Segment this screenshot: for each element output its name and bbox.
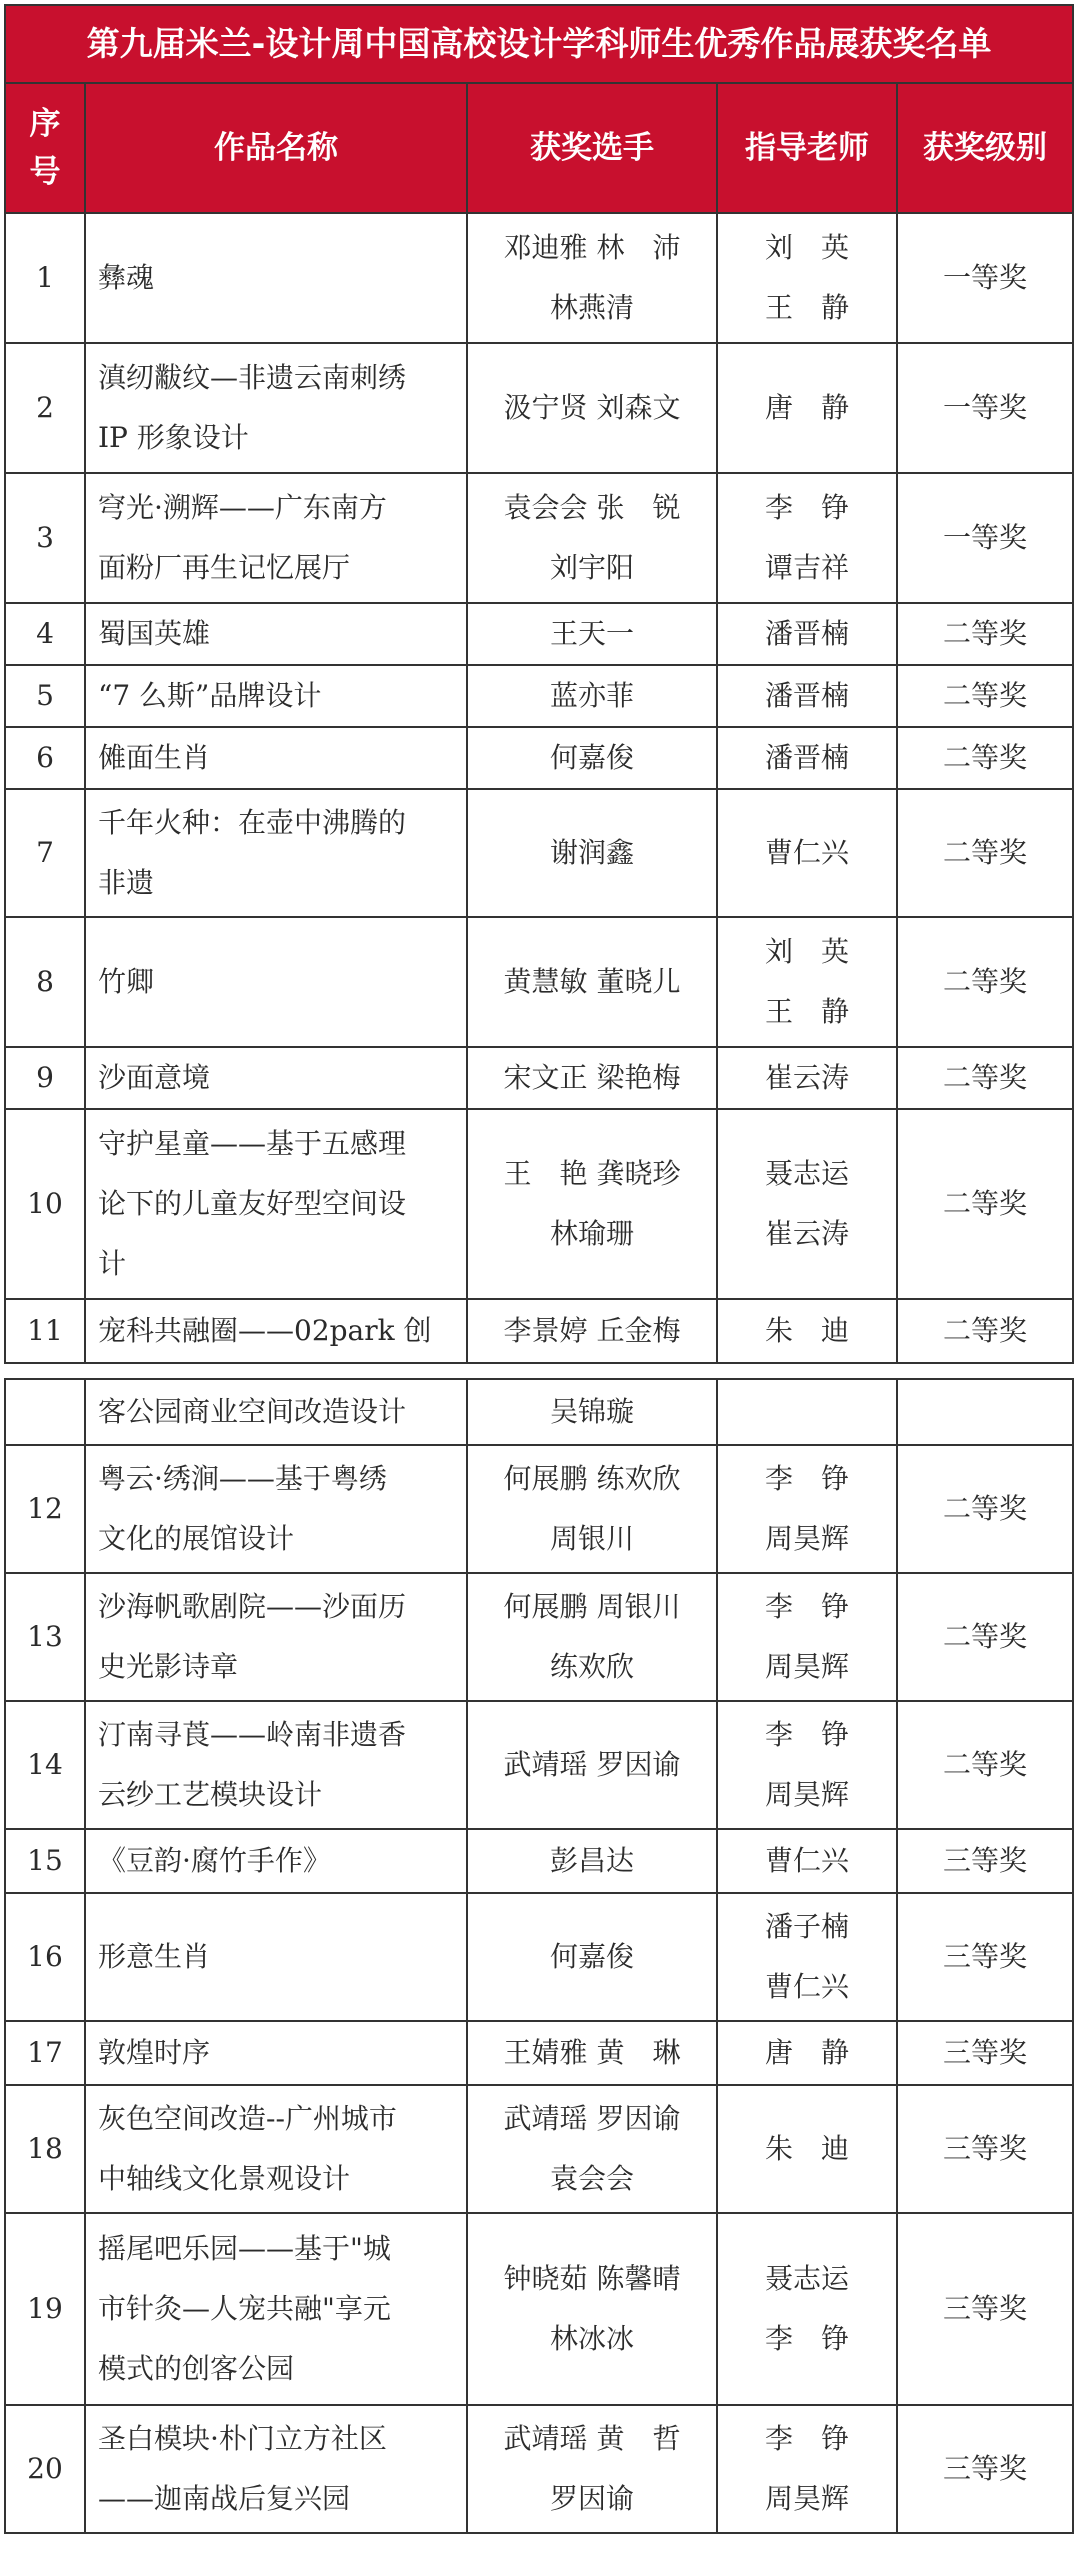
cell-work-line: IP 形象设计 [98, 421, 249, 454]
cell-winners-line: 何嘉俊 [549, 1940, 634, 1973]
cell-advisors-line: 潘晋楠 [764, 617, 849, 650]
cell-no: 18 [5, 2085, 85, 2213]
cell-winners-line: 罗因谕 [549, 2482, 634, 2515]
cell-winners-line: 邓迪雅 林 沛 [503, 231, 681, 264]
cell-winners [467, 665, 717, 727]
cell-winners-line: 蓝亦菲 [549, 679, 634, 712]
table-row [5, 2021, 1073, 2085]
cell-no: 10 [5, 1109, 85, 1299]
cell-work-line: 彝魂 [98, 261, 155, 294]
cell-no: 20 [5, 2405, 85, 2533]
cell-level: 三等奖 [897, 2085, 1073, 2213]
table-row [5, 2085, 1073, 2213]
cell-winners [467, 343, 717, 473]
cell-work [85, 789, 467, 917]
table-row [5, 603, 1073, 665]
cell-advisors-line: 崔云涛 [764, 1217, 849, 1250]
cell-work-line: 文化的展馆设计 [98, 1522, 295, 1555]
cell-winners [467, 1109, 717, 1299]
cell-work [85, 1299, 467, 1363]
cell-work-line: 摇尾吧乐园——基于"城 [98, 2232, 391, 2265]
cell-advisors-line: 周昊辉 [764, 1650, 849, 1683]
cell-advisors [717, 1701, 897, 1829]
cell-work-line: 沙面意境 [98, 1061, 211, 1094]
cell-advisors-line: 李 铮 [764, 1462, 849, 1495]
cell-winners-line: 何展鹏 练欢欣 [503, 1462, 681, 1495]
table-row [5, 789, 1073, 917]
cell-no: 8 [5, 917, 85, 1047]
cell-winners [467, 1701, 717, 1829]
cell-level: 二等奖 [897, 917, 1073, 1047]
cell-no: 5 [5, 665, 85, 727]
header-seq: 序 号 [5, 83, 85, 213]
cell-advisors [717, 473, 897, 603]
cell-work [85, 1701, 467, 1829]
cell-no: 2 [5, 343, 85, 473]
cell-advisors [717, 1299, 897, 1363]
cell-advisors [717, 789, 897, 917]
cell-work [85, 2405, 467, 2533]
header-advisors: 指导老师 [717, 83, 897, 213]
cell-winners [467, 789, 717, 917]
cell-no: 9 [5, 1047, 85, 1109]
cell-advisors [717, 1573, 897, 1701]
cell-level: 二等奖 [897, 1701, 1073, 1829]
cell-work-line: 粤云·绣涧——基于粤绣 [98, 1462, 387, 1495]
header-level: 获奖级别 [897, 83, 1073, 213]
cell-level: 二等奖 [897, 1109, 1073, 1299]
cell-work-line: 滇纫黻纹—非遗云南刺绣 [98, 361, 407, 394]
cell-winners-line: 武靖瑶 黄 哲 [503, 2422, 681, 2455]
cell-work [85, 727, 467, 789]
cell-advisors-line: 聂志运 [764, 1157, 849, 1190]
cell-advisors-line: 曹仁兴 [764, 1844, 849, 1877]
cell-winners [467, 2405, 717, 2533]
header-winners: 获奖选手 [467, 83, 717, 213]
cell-winners [467, 727, 717, 789]
cell-work-line: 敦煌时序 [98, 2036, 211, 2069]
cell-winners [467, 213, 717, 343]
cell-advisors-line: 刘 英 [764, 935, 849, 968]
cell-winners-line: 王婧雅 黄 琳 [503, 2036, 681, 2069]
cell-advisors-line: 朱 迪 [764, 1314, 849, 1347]
cell-winners [467, 1299, 717, 1363]
cell-advisors-line: 唐 静 [764, 391, 849, 424]
table-row [5, 213, 1073, 343]
cell-winners [467, 1379, 717, 1445]
cell-advisors-line: 朱 迪 [764, 2132, 849, 2165]
cell-work-line: “7 么斯”品牌设计 [98, 679, 322, 712]
cell-advisors [717, 2085, 897, 2213]
cell-work-line: 模式的创客公园 [98, 2352, 295, 2385]
cell-level: 三等奖 [897, 1893, 1073, 2021]
cell-work [85, 1445, 467, 1573]
table-row [5, 1829, 1073, 1893]
cell-work-line: 汀南寻莨——岭南非遗香 [98, 1718, 407, 1751]
cell-winners [467, 2021, 717, 2085]
cell-winners-line: 谢润鑫 [549, 836, 634, 869]
cell-advisors [717, 213, 897, 343]
table-row [5, 917, 1073, 1047]
cell-work-line: 《豆韵·腐竹手作》 [98, 1844, 331, 1877]
cell-advisors [717, 1109, 897, 1299]
cell-advisors-line: 李 铮 [764, 2422, 849, 2455]
cell-work-line: 守护星童——基于五感理 [98, 1127, 407, 1160]
cell-level: 一等奖 [897, 343, 1073, 473]
cell-work-line: 云纱工艺模块设计 [98, 1778, 323, 1811]
table-row [5, 473, 1073, 603]
table-row [5, 2213, 1073, 2405]
cell-winners-line: 黄慧敏 董晓儿 [503, 965, 681, 998]
cell-work-line: 论下的儿童友好型空间设 [98, 1187, 407, 1220]
cell-level: 二等奖 [897, 789, 1073, 917]
cell-winners-line: 何展鹏 周银川 [503, 1590, 681, 1623]
cell-work-line: 市针灸—人宠共融"享元 [98, 2292, 391, 2325]
cell-work [85, 1829, 467, 1893]
cell-work-line: 宠科共融圈——02park 创 [98, 1314, 432, 1347]
table-row [5, 1445, 1073, 1573]
cell-level: 二等奖 [897, 665, 1073, 727]
cell-winners-line: 林瑜珊 [549, 1217, 634, 1250]
cell-work-line: 圣白模块·朴门立方社区 [98, 2422, 387, 2455]
cell-winners-line: 汲宁贤 刘森文 [503, 391, 681, 424]
cell-level: 三等奖 [897, 2213, 1073, 2405]
cell-advisors-line: 周昊辉 [764, 1778, 849, 1811]
cell-level: 二等奖 [897, 603, 1073, 665]
table-row [5, 1299, 1073, 1363]
cell-winners [467, 1445, 717, 1573]
cell-level: 二等奖 [897, 1445, 1073, 1573]
cell-advisors-line: 潘子楠 [764, 1910, 849, 1943]
table-title: 第九届米兰-设计周中国高校设计学科师生优秀作品展获奖名单 [5, 5, 1073, 83]
cell-work [85, 1379, 467, 1445]
cell-advisors [717, 727, 897, 789]
cell-work-line: 计 [98, 1247, 127, 1280]
cell-advisors-line: 曹仁兴 [764, 1970, 849, 2003]
cell-work [85, 213, 467, 343]
cell-advisors [717, 1379, 897, 1445]
cell-advisors-line: 王 静 [764, 995, 849, 1028]
cell-advisors-line: 周昊辉 [764, 2482, 849, 2515]
cell-no: 6 [5, 727, 85, 789]
cell-advisors [717, 2021, 897, 2085]
cell-level: 三等奖 [897, 1829, 1073, 1893]
cell-work-line: 蜀国英雄 [98, 617, 211, 650]
cell-work [85, 1047, 467, 1109]
cell-winners-line: 周银川 [549, 1522, 634, 1555]
cell-winners-line: 李景婷 丘金梅 [503, 1314, 681, 1347]
cell-winners-line: 王 艳 龚晓珍 [503, 1157, 681, 1190]
cell-winners [467, 2213, 717, 2405]
cell-work-line: 千年火种：在壶中沸腾的 [98, 806, 407, 839]
cell-winners [467, 1573, 717, 1701]
header-work: 作品名称 [85, 83, 467, 213]
cell-winners-line: 刘宇阳 [549, 551, 634, 584]
cell-winners [467, 1829, 717, 1893]
cell-work-line: ——迦南战后复兴园 [98, 2482, 351, 2515]
cell-winners [467, 1047, 717, 1109]
cell-work [85, 1893, 467, 2021]
cell-winners-line: 袁会会 张 锐 [503, 491, 681, 524]
cell-winners-line: 王天一 [549, 617, 634, 650]
cell-no: 7 [5, 789, 85, 917]
cell-level: 一等奖 [897, 473, 1073, 603]
table-row [5, 1893, 1073, 2021]
cell-work [85, 2213, 467, 2405]
cell-no: 3 [5, 473, 85, 603]
cell-work [85, 603, 467, 665]
cell-advisors-line: 聂志运 [764, 2262, 849, 2295]
cell-work [85, 473, 467, 603]
cell-level: 二等奖 [897, 1047, 1073, 1109]
cell-winners-line: 袁会会 [549, 2162, 634, 2195]
cell-work-line: 傩面生肖 [98, 741, 211, 774]
cell-advisors [717, 665, 897, 727]
cell-no: 16 [5, 1893, 85, 2021]
table-row [5, 1573, 1073, 1701]
cell-advisors-line: 崔云涛 [764, 1061, 849, 1094]
cell-advisors-line: 李 铮 [764, 491, 849, 524]
cell-advisors [717, 1445, 897, 1573]
cell-no: 19 [5, 2213, 85, 2405]
cell-advisors-line: 李 铮 [764, 2322, 849, 2355]
table-row [5, 727, 1073, 789]
cell-work [85, 917, 467, 1047]
cell-advisors [717, 343, 897, 473]
cell-work [85, 665, 467, 727]
cell-work [85, 2085, 467, 2213]
cell-advisors [717, 1047, 897, 1109]
cell-work-line: 沙海帆歌剧院——沙面历 [98, 1590, 407, 1623]
cell-winners-line: 彭昌达 [549, 1844, 634, 1877]
table-row [5, 1047, 1073, 1109]
cell-advisors-line: 李 铮 [764, 1718, 849, 1751]
cell-work-line: 中轴线文化景观设计 [98, 2162, 351, 2195]
cell-work [85, 1109, 467, 1299]
cell-advisors [717, 603, 897, 665]
table-row [5, 1379, 1073, 1445]
cell-no: 1 [5, 213, 85, 343]
cell-winners-line: 练欢欣 [549, 1650, 634, 1683]
cell-advisors-line: 唐 静 [764, 2036, 849, 2069]
cell-advisors [717, 2213, 897, 2405]
cell-advisors [717, 917, 897, 1047]
cell-work-line: 面粉厂再生记忆展厅 [98, 551, 351, 584]
cell-advisors-line: 李 铮 [764, 1590, 849, 1623]
cell-no: 14 [5, 1701, 85, 1829]
cell-work [85, 343, 467, 473]
table-row [5, 1109, 1073, 1299]
cell-winners-line: 宋文正 梁艳梅 [503, 1061, 681, 1094]
cell-work-line: 竹卿 [98, 965, 155, 998]
cell-advisors [717, 2405, 897, 2533]
cell-no: 4 [5, 603, 85, 665]
cell-no: 11 [5, 1299, 85, 1363]
cell-advisors-line: 周昊辉 [764, 1522, 849, 1555]
cell-winners-line: 武靖瑶 罗因谕 [503, 2102, 681, 2135]
cell-winners-line: 钟晓茹 陈馨晴 [503, 2262, 681, 2295]
table-row [5, 2405, 1073, 2533]
awards-table-part1 [4, 4, 1074, 1364]
cell-winners [467, 917, 717, 1047]
cell-work-line: 灰色空间改造--广州城市 [98, 2102, 397, 2135]
cell-advisors-line: 潘晋楠 [764, 679, 849, 712]
cell-advisors-line: 潘晋楠 [764, 741, 849, 774]
cell-level: 二等奖 [897, 727, 1073, 789]
cell-winners [467, 1893, 717, 2021]
cell-winners-line: 林燕清 [549, 291, 634, 324]
table-row [5, 665, 1073, 727]
cell-level [897, 1379, 1073, 1445]
cell-work-line: 史光影诗章 [98, 1650, 239, 1683]
cell-level: 一等奖 [897, 213, 1073, 343]
cell-work-line: 客公园商业空间改造设计 [98, 1395, 407, 1428]
cell-work [85, 1573, 467, 1701]
cell-no: 12 [5, 1445, 85, 1573]
awards-table-part2 [4, 1378, 1074, 2534]
cell-advisors-line: 王 静 [764, 291, 849, 324]
cell-no: 15 [5, 1829, 85, 1893]
cell-winners-line: 武靖瑶 罗因谕 [503, 1748, 681, 1781]
cell-winners-line: 何嘉俊 [549, 741, 634, 774]
cell-winners [467, 473, 717, 603]
cell-advisors-line: 刘 英 [764, 231, 849, 264]
cell-winners-line: 吴锦璇 [549, 1395, 634, 1428]
cell-no: 13 [5, 1573, 85, 1701]
cell-level: 三等奖 [897, 2405, 1073, 2533]
table-row [5, 1701, 1073, 1829]
cell-no: 17 [5, 2021, 85, 2085]
cell-advisors [717, 1829, 897, 1893]
cell-level: 二等奖 [897, 1299, 1073, 1363]
cell-level: 三等奖 [897, 2021, 1073, 2085]
table-row [5, 343, 1073, 473]
cell-advisors-line: 谭吉祥 [764, 551, 849, 584]
cell-level: 二等奖 [897, 1573, 1073, 1701]
cell-work-line: 非遗 [98, 866, 155, 899]
cell-winners-line: 林冰冰 [549, 2322, 634, 2355]
cell-advisors-line: 曹仁兴 [764, 836, 849, 869]
cell-work-line: 形意生肖 [98, 1940, 211, 1973]
header-row [5, 83, 1073, 213]
cell-no [5, 1379, 85, 1445]
cell-work [85, 2021, 467, 2085]
cell-work-line: 穹光·溯辉——广东南方 [98, 491, 387, 524]
cell-advisors [717, 1893, 897, 2021]
cell-winners [467, 603, 717, 665]
cell-winners [467, 2085, 717, 2213]
